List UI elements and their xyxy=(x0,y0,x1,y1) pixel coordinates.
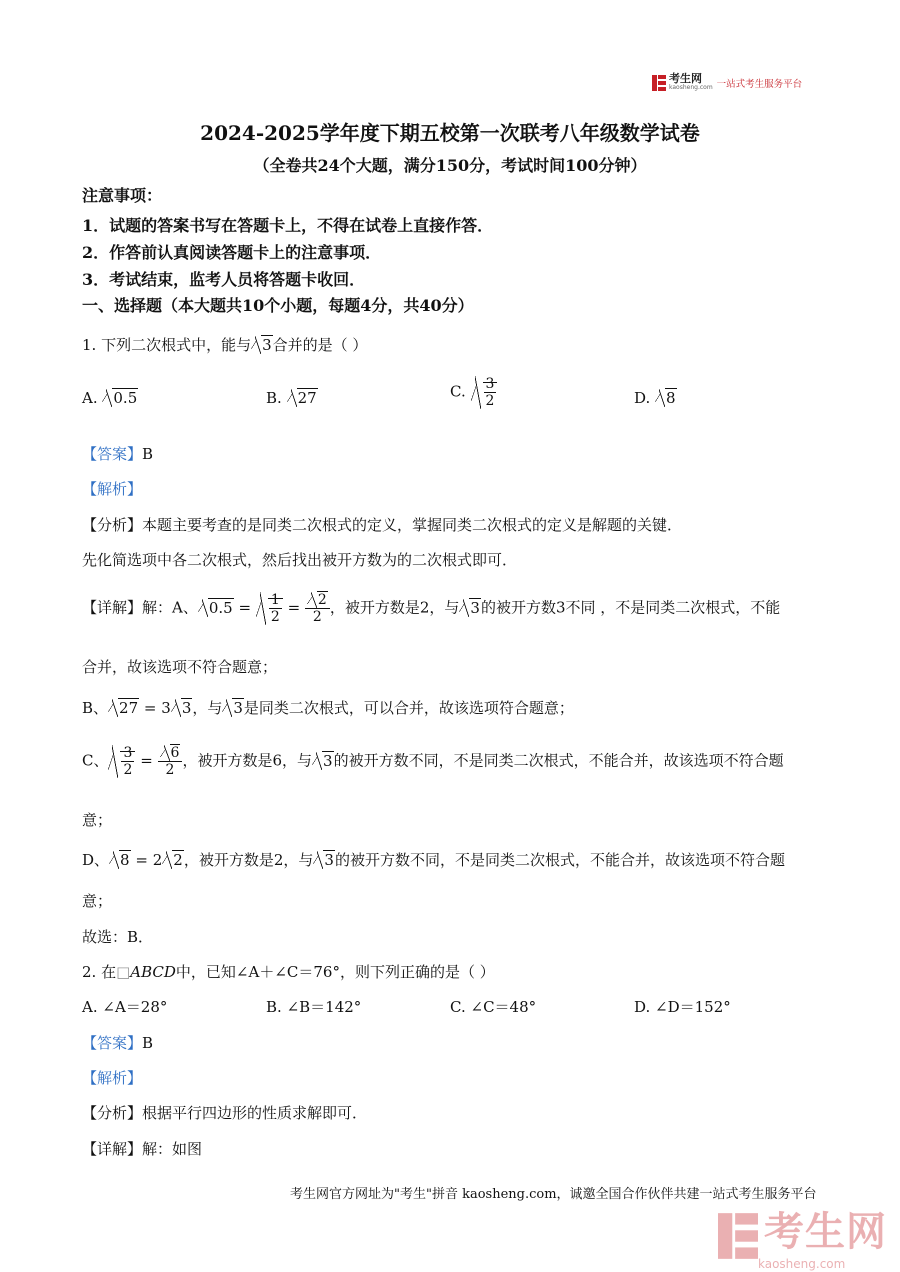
q1-sqrt: 3 xyxy=(251,336,273,354)
logo-slogan: 一站式考生服务平台 xyxy=(716,78,803,90)
q1-option-c: C. $\frac{3}{2}$ xyxy=(450,376,497,409)
q1-fenxi-line2: 先化简选项中各二次根式，然后找出被开方数为的二次根式即可． xyxy=(82,551,518,569)
note-item: 1．试题的答案书写在答题卡上，不得在试卷上直接作答． xyxy=(82,216,494,235)
footer-text: 考生网官方网址为"考生"拼音 kaosheng.com，诚邀全国合作伙伴共建一站式考生服务平台 xyxy=(290,1187,817,1202)
q2-option-d: D. ∠D＝152° xyxy=(634,998,731,1016)
q1-detail-b: B、 27 = 3 3，与 3是同类二次根式，可以合并，故该选项符合题意； xyxy=(82,699,574,717)
q1-analysis-tag: 【解析】 xyxy=(82,480,143,498)
q2-stem: 2. 在□ABCD中，已知∠A＋∠C＝76°，则下列正确的是（ ） xyxy=(82,963,495,981)
q1-answer: 【答案】B xyxy=(82,445,154,463)
watermark-logo-icon xyxy=(718,1213,758,1259)
q1-stem xyxy=(82,334,367,355)
q1-detail-c: C、 $\frac{3}{2}$ = $\frac{6}{2}$ ，被开方数是6，与 3的被开方数不同，不是同类二次根式，不能合并，故该选项不符合题 xyxy=(82,745,784,778)
note-item: 2．作答前认真阅读答题卡上的注意事项． xyxy=(82,243,382,262)
q1-detail-a: 【详解】解：A、 0.5 = $\frac{1}{2}$ = $\frac{2}{2}$ ，被开方数是2，与 3的被开方数3不同 ，不是同类二次根式，不能 xyxy=(82,592,781,625)
section-heading: 一、选择题（本大题共10个小题，每题4分，共40分） xyxy=(82,296,474,315)
q1-choose: 故选：B． xyxy=(82,928,154,946)
watermark-domain: kaosheng.com xyxy=(758,1257,846,1271)
q1-option-a: A. 0.5 xyxy=(82,389,138,407)
q1-option-b: B. 27 xyxy=(266,389,317,407)
q2-fenxi: 【分析】根据平行四边形的性质求解即可． xyxy=(82,1104,368,1122)
watermark-text: 考生网 xyxy=(764,1209,887,1255)
q1-detail-d: D、 8 = 2 2，被开方数是2，与 3的被开方数不同，不是同类二次根式，不能合并，故该选项不符合题 xyxy=(82,851,785,869)
q1-fenxi: 【分析】本题主要考查的是同类二次根式的定义，掌握同类二次根式的定义是解题的关键． xyxy=(82,516,683,534)
page-subtitle: （全卷共24个大题，满分150分，考试时间100分钟） xyxy=(253,156,647,175)
logo-name: 考生网 xyxy=(669,72,702,85)
logo-domain: kaosheng.com xyxy=(669,84,713,91)
q2-option-a: A. ∠A＝28° xyxy=(82,998,168,1016)
watermark xyxy=(718,1200,887,1271)
q1-prefix: 1. 下列二次根式中，能与 xyxy=(82,336,252,354)
q1-detail-c-cont: 意； xyxy=(82,811,113,829)
page-title: 2024-2025学年度下期五校第一次联考八年级数学试卷 xyxy=(200,121,700,145)
q1-detail-a-cont: 合并，故该选项不符合题意； xyxy=(82,658,278,676)
note-item: 3．考试结束，监考人员将答题卡收回． xyxy=(82,270,366,289)
q2-answer: 【答案】B xyxy=(82,1034,154,1052)
q2-analysis-tag: 【解析】 xyxy=(82,1069,143,1087)
notes-heading: 注意事项： xyxy=(82,186,163,205)
header-logo xyxy=(652,74,802,91)
q2-option-b: B. ∠B＝142° xyxy=(266,998,362,1016)
q1-option-d: D. 8 xyxy=(634,389,676,407)
q1-suffix: 合并的是（ ） xyxy=(272,336,368,354)
q2-option-c: C. ∠C＝48° xyxy=(450,998,537,1016)
kaosheng-logo-icon xyxy=(652,75,666,91)
q1-detail-d-cont: 意； xyxy=(82,892,113,910)
q2-detail: 【详解】解：如图 xyxy=(82,1140,203,1158)
